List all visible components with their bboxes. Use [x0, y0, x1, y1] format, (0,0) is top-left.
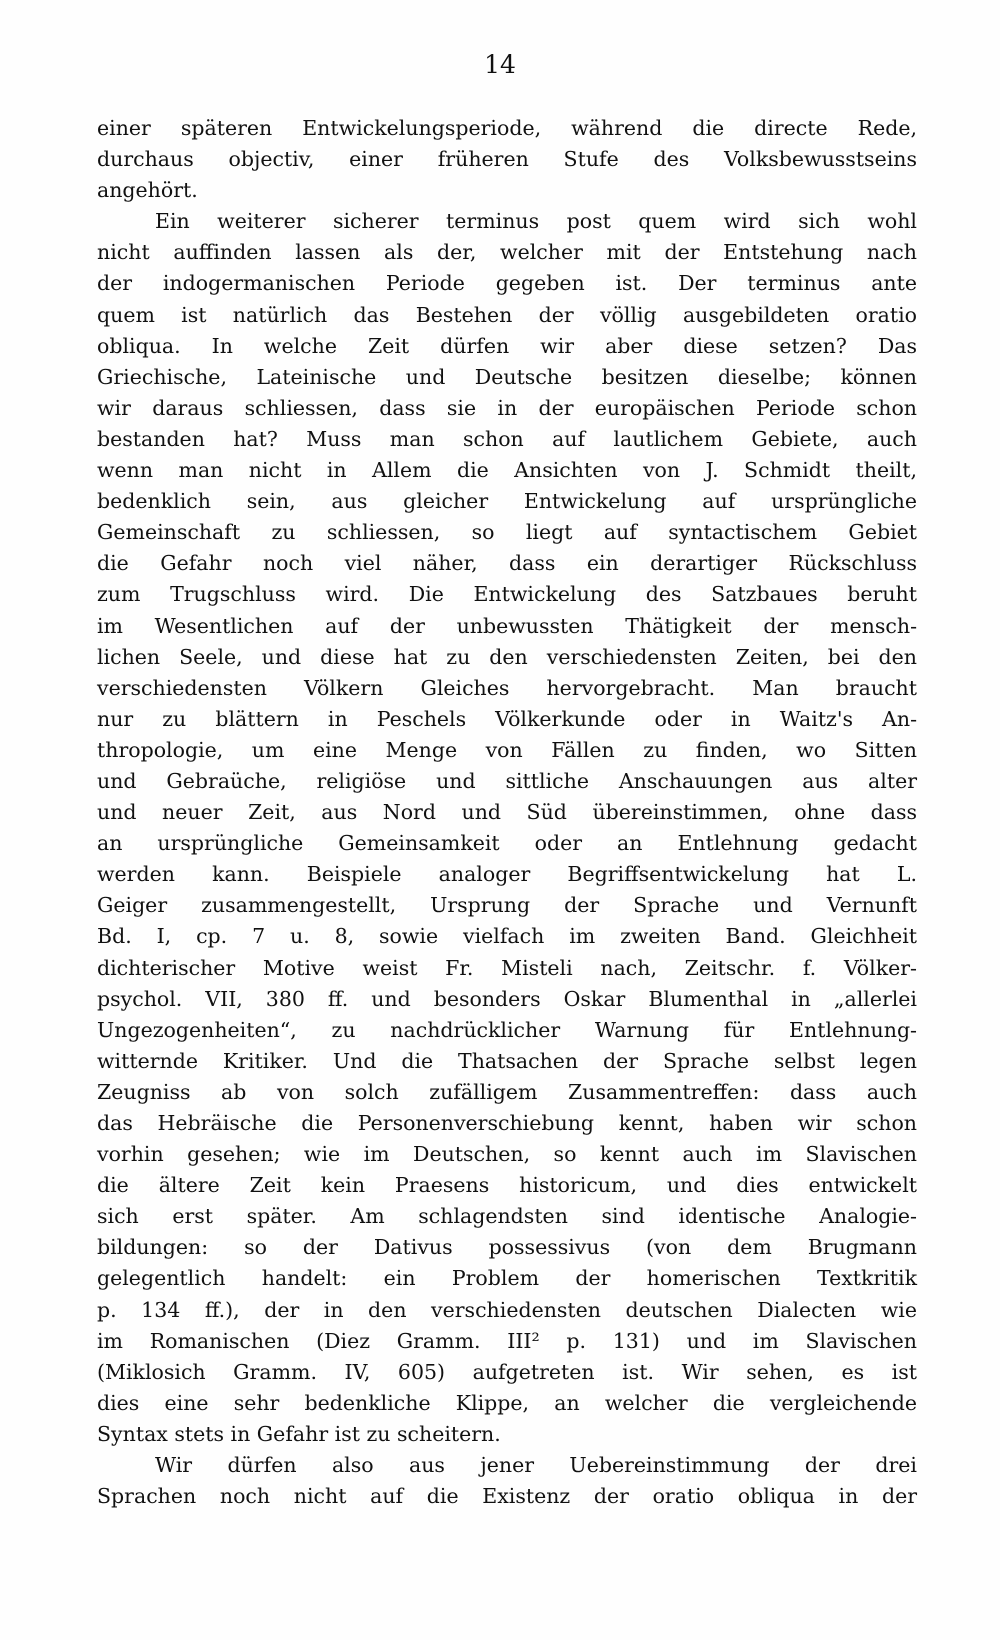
text-line: im Wesentlichen auf der unbewussten Thätigkeit der mensch- [97, 613, 917, 638]
text-line: an ursprüngliche Gemeinsamkeit oder an Entlehnung gedacht [97, 831, 917, 856]
text-line: Geiger zusammengestellt, Ursprung der Sprache und Vernunft [97, 893, 917, 918]
text-line: obliqua. In welche Zeit dürfen wir aber diese setzen? Das [97, 333, 917, 358]
text-line: zum Trugschluss wird. Die Entwickelung des Satzbaues beruht [97, 582, 917, 607]
text-line: thropologie, um eine Menge von Fällen zu finden, wo Sitten [97, 737, 917, 762]
text-line: im Romanischen (Diez Gramm. III² p. 131) und im Slavischen [97, 1328, 917, 1353]
text-line: Griechische, Lateinische und Deutsche besitzen dieselbe; können [97, 364, 917, 389]
text-line: die ältere Zeit kein Praesens historicum, und dies entwickelt [97, 1173, 917, 1198]
text-line: gelegentlich handelt: ein Problem der homerischen Textkritik [97, 1266, 917, 1291]
text-line: einer späteren Entwickelungsperiode, während die directe Rede, [97, 116, 917, 140]
text-line: Ungezogenheiten“, zu nachdrücklicher Warnung für Entlehnung- [97, 1017, 917, 1042]
text-line: nur zu blättern in Peschels Völkerkunde oder in Waitz's An- [97, 706, 917, 731]
text-line: bildungen: so der Dativus possessivus (von dem Brugmann [97, 1235, 917, 1260]
text-line: lichen Seele, und diese hat zu den verschiedensten Zeiten, bei den [97, 644, 917, 669]
text-line: Sprachen noch nicht auf die Existenz der oratio obliqua in der [97, 1484, 917, 1509]
text-line: bestanden hat? Muss man schon auf lautlichem Gebiete, auch [97, 426, 917, 451]
text-line: p. 134 ff.), der in den verschiedensten deutschen Dialecten wie [97, 1297, 917, 1322]
text-line: der indogermanischen Periode gegeben ist. Der terminus ante [97, 271, 917, 296]
text-line: und Gebraüche, religiöse und sittliche Anschauungen aus alter [97, 768, 917, 793]
text-line: wir daraus schliessen, dass sie in der europäischen Periode schon [97, 395, 917, 420]
text-line: Ein weiterer sicherer terminus post quem wird sich wohl [155, 209, 917, 234]
text-line: dies eine sehr bedenkliche Klippe, an welcher die vergleichende [97, 1390, 917, 1415]
text-line: wenn man nicht in Allem die Ansichten von J. Schmidt theilt, [97, 458, 917, 483]
page-number: 14 [484, 50, 516, 79]
text-line: vorhin gesehen; wie im Deutschen, so kennt auch im Slavischen [97, 1142, 917, 1167]
text-line: nicht auffinden lassen als der, welcher mit der Entstehung nach [97, 240, 917, 265]
text-line: Zeugniss ab von solch zufälligem Zusammentreffen: dass auch [97, 1079, 917, 1104]
text-line: verschiedensten Völkern Gleiches hervorgebracht. Man braucht [97, 675, 917, 700]
text-line: Gemeinschaft zu schliessen, so liegt auf syntactischem Gebiet [97, 520, 917, 545]
text-line: die Gefahr noch viel näher, dass ein derartiger Rückschluss [97, 551, 917, 576]
text-line: Wir dürfen also aus jener Uebereinstimmung der drei [155, 1453, 917, 1478]
text-line: durchaus objectiv, einer früheren Stufe des Volksbewusstseins [97, 147, 917, 172]
text-line: Bd. I, cp. 7 u. 8, sowie vielfach im zweiten Band. Gleichheit [97, 924, 917, 949]
text-line: und neuer Zeit, aus Nord und Süd übereinstimmen, ohne dass [97, 800, 917, 825]
text-line: angehört. [97, 178, 198, 203]
text-line: (Miklosich Gramm. IV, 605) aufgetreten ist. Wir sehen, es ist [97, 1359, 917, 1384]
text-line: witternde Kritiker. Und die Thatsachen der Sprache selbst legen [97, 1048, 917, 1073]
text-line: Syntax stets in Gefahr ist zu scheitern. [97, 1421, 501, 1446]
text-line: psychol. VII, 380 ff. und besonders Oskar Blumenthal in „allerlei [97, 986, 917, 1011]
text-line: sich erst später. Am schlagendsten sind identische Analogie- [97, 1204, 917, 1229]
text-line: werden kann. Beispiele analoger Begriffsentwickelung hat L. [97, 862, 917, 887]
text-line: das Hebräische die Personenverschiebung kennt, haben wir schon [97, 1111, 917, 1135]
text-line: dichterischer Motive weist Fr. Misteli nach, Zeitschr. f. Völker- [97, 955, 917, 980]
body-text [97, 113, 917, 1512]
text-line: bedenklich sein, aus gleicher Entwickelung auf ursprüngliche [97, 489, 917, 514]
text-line: quem ist natürlich das Bestehen der völlig ausgebildeten oratio [97, 302, 917, 327]
